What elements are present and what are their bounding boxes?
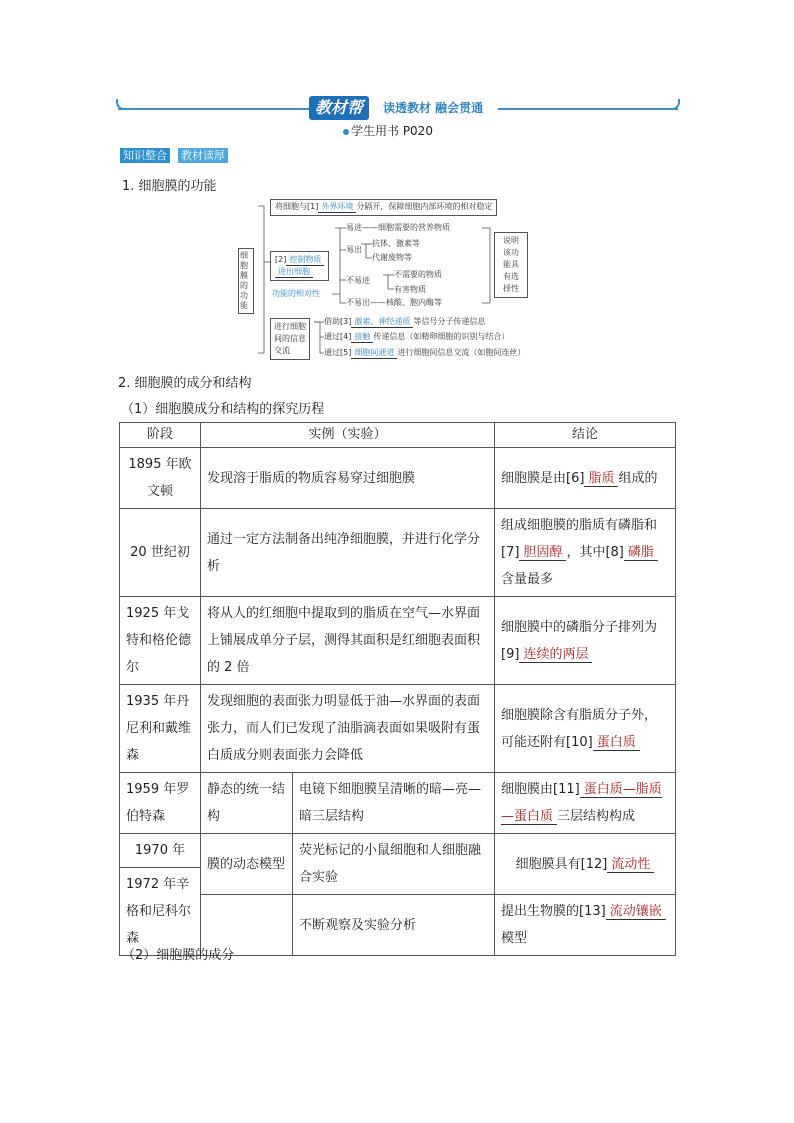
header-example: 实例（实验） bbox=[201, 423, 495, 448]
hard-out: 不易出——核酸、胞内酶等 bbox=[346, 298, 442, 307]
book-reference-text: 学生用书 P020 bbox=[351, 124, 433, 138]
method-1-prefix: 借助[3] bbox=[324, 317, 352, 326]
relativity-label: 功能的相对性 bbox=[272, 289, 320, 298]
method-3-suffix: 进行细胞间信息交流（如胞间连丝） bbox=[397, 348, 526, 357]
communication-method-2 bbox=[324, 332, 509, 343]
easy-out-item-2: 代谢废物等 bbox=[372, 253, 412, 262]
function-3-line-2: 间的信息 bbox=[274, 334, 306, 343]
banner-title: 教材帮 bbox=[309, 96, 369, 120]
concept-root: 细胞膜的功能 bbox=[238, 248, 254, 314]
table-row bbox=[120, 509, 676, 597]
communication-method-1 bbox=[324, 317, 485, 328]
communication-method-3 bbox=[324, 348, 525, 359]
selectivity-note bbox=[494, 232, 528, 298]
model-cell: 膜的动态模型 bbox=[201, 834, 293, 895]
answer-1: 外界环境 bbox=[318, 202, 356, 213]
stage-cell: 20 世纪初 bbox=[120, 509, 201, 597]
function-3 bbox=[270, 318, 310, 360]
conclusion-suffix: 三层结构构成 bbox=[557, 809, 636, 824]
example-cell: 不断观察及实验分析 bbox=[293, 895, 495, 956]
conclusion-cell bbox=[495, 509, 676, 597]
conclusion-prefix: 细胞膜具有[12] bbox=[515, 856, 608, 872]
conclusion-suffix: 含量最多 bbox=[501, 572, 554, 587]
answer-9: 连续的两层 bbox=[519, 647, 592, 663]
history-table bbox=[119, 422, 676, 956]
section-2-heading: 2. 细胞膜的成分和结构 bbox=[118, 376, 252, 391]
example-cell: 将从人的红细胞中提取到的脂质在空气—水界面上铺展成单分子层，测得其面积是红细胞表面积的 2 倍 bbox=[201, 597, 495, 685]
hard-in: 不易进 bbox=[346, 276, 370, 285]
method-1-suffix: 等信号分子传递信息 bbox=[413, 317, 486, 326]
conclusion-prefix: 组成细胞膜的脂质有磷脂和[7] bbox=[501, 518, 658, 560]
conclusion-prefix: 提出生物膜的[13] bbox=[501, 904, 606, 919]
note-line-2: 该功 bbox=[503, 248, 519, 257]
conclusion-cell bbox=[495, 448, 676, 509]
answer-10: 蛋白质 bbox=[593, 735, 640, 751]
tag-knowledge: 知识整合 bbox=[120, 148, 170, 163]
table-row bbox=[120, 773, 676, 834]
example-cell: 电镜下细胞膜呈清晰的暗—亮—暗三层结构 bbox=[293, 773, 495, 834]
note-line-1: 说明 bbox=[503, 236, 519, 245]
answer-11: 蛋白质—脂质—蛋白质 bbox=[501, 782, 662, 824]
stage-cell: 1959 年罗伯特森 bbox=[120, 773, 201, 834]
method-2-prefix: 通过[4] bbox=[324, 332, 352, 341]
answer-3: 激素、神经递质 bbox=[351, 317, 413, 328]
conclusion-prefix: 细胞膜是由[6] bbox=[501, 470, 585, 486]
function-1-suffix: 分隔开，保障细胞内部环境的相对稳定 bbox=[356, 202, 493, 211]
conclusion-prefix: 细胞膜由[11] bbox=[501, 782, 580, 797]
conclusion-suffix: 模型 bbox=[501, 931, 528, 946]
conclusion-cell bbox=[495, 895, 676, 956]
tag-textbook: 教材读厚 bbox=[178, 148, 228, 163]
conclusion-suffix: 组成的 bbox=[618, 470, 658, 486]
header-conclusion: 结论 bbox=[495, 423, 676, 448]
answer-2-line-1: 控制物质 bbox=[286, 254, 324, 266]
easy-out-item-1: 抗体、激素等 bbox=[372, 239, 420, 248]
stage-cell: 1970 年 bbox=[120, 834, 201, 868]
example-cell: 发现溶于脂质的物质容易穿过细胞膜 bbox=[201, 448, 495, 509]
answer-4: 接触 bbox=[351, 332, 373, 343]
note-line-5: 择性 bbox=[503, 284, 519, 293]
example-cell: 通过一定方法制备出纯净细胞膜，并进行化学分析 bbox=[201, 509, 495, 597]
answer-2-line-2: 进出细胞 bbox=[275, 266, 313, 278]
table-row bbox=[120, 834, 676, 868]
table-header-row bbox=[120, 423, 676, 448]
table-row bbox=[120, 597, 676, 685]
conclusion-cell bbox=[495, 685, 676, 773]
subsection-1-heading: （1）细胞膜成分和结构的探究历程 bbox=[121, 402, 325, 417]
banner-subtitle: 读透教材 融会贯通 bbox=[383, 101, 484, 115]
answer-8: 磷脂 bbox=[624, 545, 658, 561]
section-1-heading: 1. 细胞膜的功能 bbox=[122, 179, 217, 194]
function-1-prefix: 将细胞与[1] bbox=[275, 202, 319, 211]
conclusion-prefix: 细胞膜中的磷脂分子排列为[9] bbox=[501, 619, 658, 662]
stage-cell: 1935 年丹尼利和戴维森 bbox=[120, 685, 201, 773]
function-1 bbox=[270, 199, 497, 216]
answer-5: 细胞间通道 bbox=[351, 348, 397, 359]
subsection-2-heading: （2）细胞膜的成分 bbox=[122, 948, 235, 963]
function-3-line-3: 交流 bbox=[274, 346, 290, 355]
method-2-suffix: 传递信息（如精卵细胞的识别与结合） bbox=[373, 332, 510, 341]
conclusion-cell bbox=[495, 773, 676, 834]
stage-cell: 1925 年戈特和格伦德尔 bbox=[120, 597, 201, 685]
stage-cell: 1972 年辛格和尼科尔森 bbox=[120, 868, 201, 956]
function-3-line-1: 进行细胞 bbox=[274, 322, 306, 331]
answer-13: 流动镶嵌 bbox=[606, 904, 666, 920]
hard-in-item-1: 不需要的物质 bbox=[394, 270, 442, 279]
conclusion-middle: ，其中[8] bbox=[566, 545, 624, 560]
function-2-number: [2] bbox=[275, 255, 287, 264]
easy-in: 易进——细胞需要的营养物质 bbox=[346, 223, 450, 232]
stage-cell: 1895 年欧文顿 bbox=[120, 448, 201, 509]
model-cell: 静态的统一结构 bbox=[201, 773, 293, 834]
table-row bbox=[120, 448, 676, 509]
header-stage: 阶段 bbox=[120, 423, 201, 448]
table-row bbox=[120, 685, 676, 773]
answer-12: 流动性 bbox=[607, 857, 654, 873]
answer-7: 胆固醇 bbox=[519, 545, 566, 561]
conclusion-prefix: 细胞膜除含有脂质分子外，可能还附有[10] bbox=[501, 707, 658, 750]
conclusion-cell bbox=[495, 834, 676, 895]
conclusion-cell bbox=[495, 597, 676, 685]
hard-in-item-2: 有害物质 bbox=[394, 285, 426, 294]
example-cell: 发现细胞的表面张力明显低于油—水界面的表面张力，而人们已发现了油脂滴表面如果吸附有蛋白质成分则表面张力会降低 bbox=[201, 685, 495, 773]
method-3-prefix: 通过[5] bbox=[324, 348, 352, 357]
note-line-3: 能具 bbox=[503, 260, 519, 269]
note-line-4: 有选 bbox=[503, 272, 519, 281]
example-cell: 荧光标记的小鼠细胞和人细胞融合实验 bbox=[293, 834, 495, 895]
easy-out: 易出 bbox=[346, 245, 362, 254]
function-2 bbox=[270, 251, 329, 281]
answer-6: 脂质 bbox=[584, 471, 618, 487]
